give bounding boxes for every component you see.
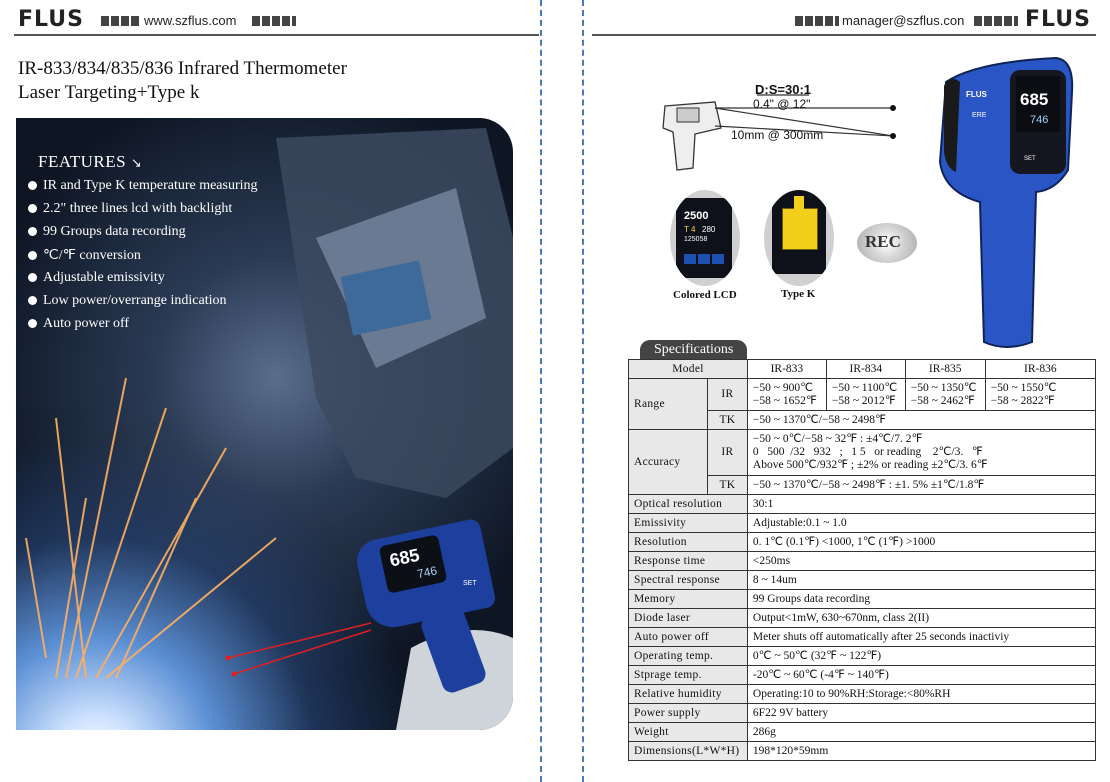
accuracy-tk-label: TK — [707, 476, 747, 495]
bullet-icon — [28, 251, 37, 260]
thermometer-device-photo — [361, 530, 491, 680]
spec-value: 99 Groups data recording — [747, 590, 1095, 609]
spec-value: 30:1 — [747, 495, 1095, 514]
fold-line — [540, 0, 542, 782]
table-row — [629, 360, 1096, 379]
bullet-icon — [28, 273, 37, 282]
product-lcd-main-reading: 685 — [1020, 90, 1049, 109]
range-tk-label: TK — [707, 411, 747, 430]
spec-label: Relative humidity — [629, 685, 748, 704]
spec-value: 0. 1℃ (0.1℉) <1000, 1℃ (1℉) >1000 — [747, 533, 1095, 552]
product-lcd-sub-reading: 746 — [1030, 114, 1049, 126]
header-bar-decoration — [795, 16, 839, 26]
arrow-down-right-icon: ↘ — [130, 155, 143, 170]
table-cell: −50 ~ 1550℃ −58 ~ 2822℉ — [985, 379, 1095, 411]
set-button-icon — [684, 254, 696, 264]
spec-label: Stprage temp. — [629, 666, 748, 685]
spec-label: Dimensions(L*W*H) — [629, 742, 748, 761]
bullet-icon — [28, 181, 37, 190]
thermometer-product-image — [936, 52, 1076, 352]
features-heading: FEATURES ↘ — [38, 152, 143, 171]
spec-value: 6F22 9V battery — [747, 704, 1095, 723]
product-title: IR-833/834/835/836 Infrared Thermometer — [18, 58, 347, 79]
spec-value: Operating:10 to 90%RH:Storage:<80%RH — [747, 685, 1095, 704]
table-row — [629, 685, 1096, 704]
spec-value: -20℃ ~ 60℃ (-4℉ ~ 140℉) — [747, 666, 1095, 685]
table-row — [629, 742, 1096, 761]
lcd-thumb-value: 280 — [702, 225, 716, 234]
lcd-thumb-value: 2500 — [684, 210, 709, 222]
spec-label: Power supply — [629, 704, 748, 723]
lcd-thumb-value: T 4 — [684, 225, 696, 234]
product-subtitle: Laser Targeting+Type k — [18, 82, 200, 103]
table-row — [629, 379, 1096, 411]
product-lcd-screen — [1016, 76, 1060, 132]
ds-far-spot: 10mm @ 300mm — [731, 128, 824, 142]
ds-near-spot: 0.4" @ 12" — [753, 97, 811, 111]
spec-value: 286g — [747, 723, 1095, 742]
feature-item: Auto power off — [28, 316, 258, 339]
range-ir-label: IR — [707, 379, 747, 411]
table-row — [629, 514, 1096, 533]
lcd-main-reading: 685 — [387, 544, 422, 571]
spec-label: Spectral response — [629, 571, 748, 590]
bullet-icon — [28, 296, 37, 305]
spec-label: Weight — [629, 723, 748, 742]
product-small-label: ERE — [972, 112, 987, 119]
table-row — [629, 552, 1096, 571]
table-row — [629, 628, 1096, 647]
header-bar-decoration — [101, 16, 139, 26]
table-row — [629, 590, 1096, 609]
spec-label: Memory — [629, 590, 748, 609]
arrow-up-button-icon — [712, 254, 724, 264]
spec-label: Operating temp. — [629, 647, 748, 666]
table-cell: −50 ~ 1370℃/−58 ~ 2498℉ — [747, 411, 1095, 430]
header-bar-decoration — [974, 16, 1018, 26]
feature-item: 2.2" three lines lcd with backlight — [28, 201, 258, 224]
spec-label: Optical resolution — [629, 495, 748, 514]
colored-lcd-thumbnail — [670, 190, 740, 286]
features-list — [28, 178, 258, 339]
product-brand-label: FLUS — [966, 90, 987, 99]
table-header-cell: IR-834 — [826, 360, 905, 379]
spec-label: Resolution — [629, 533, 748, 552]
table-header-cell: IR-836 — [985, 360, 1095, 379]
spec-value: Meter shuts off automatically after 25 seconds inactiviy — [747, 628, 1095, 647]
table-cell: −50 ~ 1370℃/−58 ~ 2498℉ : ±1. 5% ±1℃/1.8℉ — [747, 476, 1095, 495]
accuracy-ir-label: IR — [707, 430, 747, 476]
header-bar-decoration — [252, 16, 296, 26]
type-k-label: Type K — [781, 288, 816, 300]
header-rule-left — [14, 34, 539, 36]
spec-value: 198*120*59mm — [747, 742, 1095, 761]
brand-logo-right: FLUS — [1025, 7, 1091, 32]
table-header-cell: IR-835 — [905, 360, 985, 379]
table-row — [629, 666, 1096, 685]
table-row — [629, 704, 1096, 723]
spec-value: 8 ~ 14um — [747, 571, 1095, 590]
table-row — [629, 647, 1096, 666]
feature-item: Low power/overrange indication — [28, 293, 258, 316]
arrow-down-button-icon — [698, 254, 710, 264]
specifications-tab: Specifications — [640, 340, 747, 360]
distance-spot-diagram — [655, 78, 915, 178]
feature-item: Adjustable emissivity — [28, 270, 258, 293]
table-row — [629, 723, 1096, 742]
spec-value: Adjustable:0.1 ~ 1.0 — [747, 514, 1095, 533]
table-cell: −50 ~ 1100℃ −58 ~ 2012℉ — [826, 379, 905, 411]
table-row — [629, 571, 1096, 590]
colored-lcd-label: Colored LCD — [673, 289, 737, 301]
ds-ratio-title: D:S=30:1 — [755, 82, 811, 97]
specifications-table — [628, 359, 1096, 761]
spec-value: Output<1mW, 630~670nm, class 2(II) — [747, 609, 1095, 628]
table-row — [629, 495, 1096, 514]
table-row — [629, 430, 1096, 476]
product-set-button: SET — [1024, 156, 1036, 162]
bullet-icon — [28, 319, 37, 328]
table-row — [629, 609, 1096, 628]
table-row — [629, 533, 1096, 552]
fold-line — [582, 0, 584, 782]
table-cell: −50 ~ 0℃/−58 ~ 32℉ : ±4℃/7. 2℉ 0 500 /32 932 ; 1 5 or reading 2℃/3. ℉ Above 500℃/932℉ ; ±2% or reading ±2℃/3. 6℉ — [747, 430, 1095, 476]
spec-label: Auto power off — [629, 628, 748, 647]
website-text: www.szflus.com — [144, 13, 237, 28]
table-cell: −50 ~ 1350℃ −58 ~ 2462℉ — [905, 379, 985, 411]
table-cell: −50 ~ 900℃ −58 ~ 1652℉ — [747, 379, 826, 411]
welding-photo-panel — [16, 118, 513, 730]
lcd-sub-reading: 746 — [415, 563, 439, 582]
feature-item: ℃/℉ conversion — [28, 247, 258, 270]
bullet-icon — [28, 204, 37, 213]
spec-value: 0℃ ~ 50℃ (32℉ ~ 122℉) — [747, 647, 1095, 666]
accuracy-label: Accuracy — [629, 430, 708, 495]
spec-value: <250ms — [747, 552, 1095, 571]
header-rule-right — [592, 34, 1096, 36]
type-k-thumbnail — [764, 190, 834, 286]
email-text: manager@szflus.con — [842, 13, 965, 28]
type-k-connector-icon — [782, 208, 818, 250]
feature-item: IR and Type K temperature measuring — [28, 178, 258, 201]
table-header-cell: Model — [629, 360, 748, 379]
feature-item: 99 Groups data recording — [28, 224, 258, 247]
device-set-button: SET — [463, 580, 477, 587]
spec-label: Diode laser — [629, 609, 748, 628]
rec-label: REC — [865, 232, 901, 251]
table-header-cell: IR-833 — [747, 360, 826, 379]
range-label: Range — [629, 379, 708, 430]
bullet-icon — [28, 227, 37, 236]
rec-badge — [857, 223, 917, 263]
brand-logo-left: FLUS — [18, 7, 84, 32]
lcd-thumb-value: 125058 — [684, 236, 708, 243]
spec-label: Emissivity — [629, 514, 748, 533]
spec-label: Response time — [629, 552, 748, 571]
